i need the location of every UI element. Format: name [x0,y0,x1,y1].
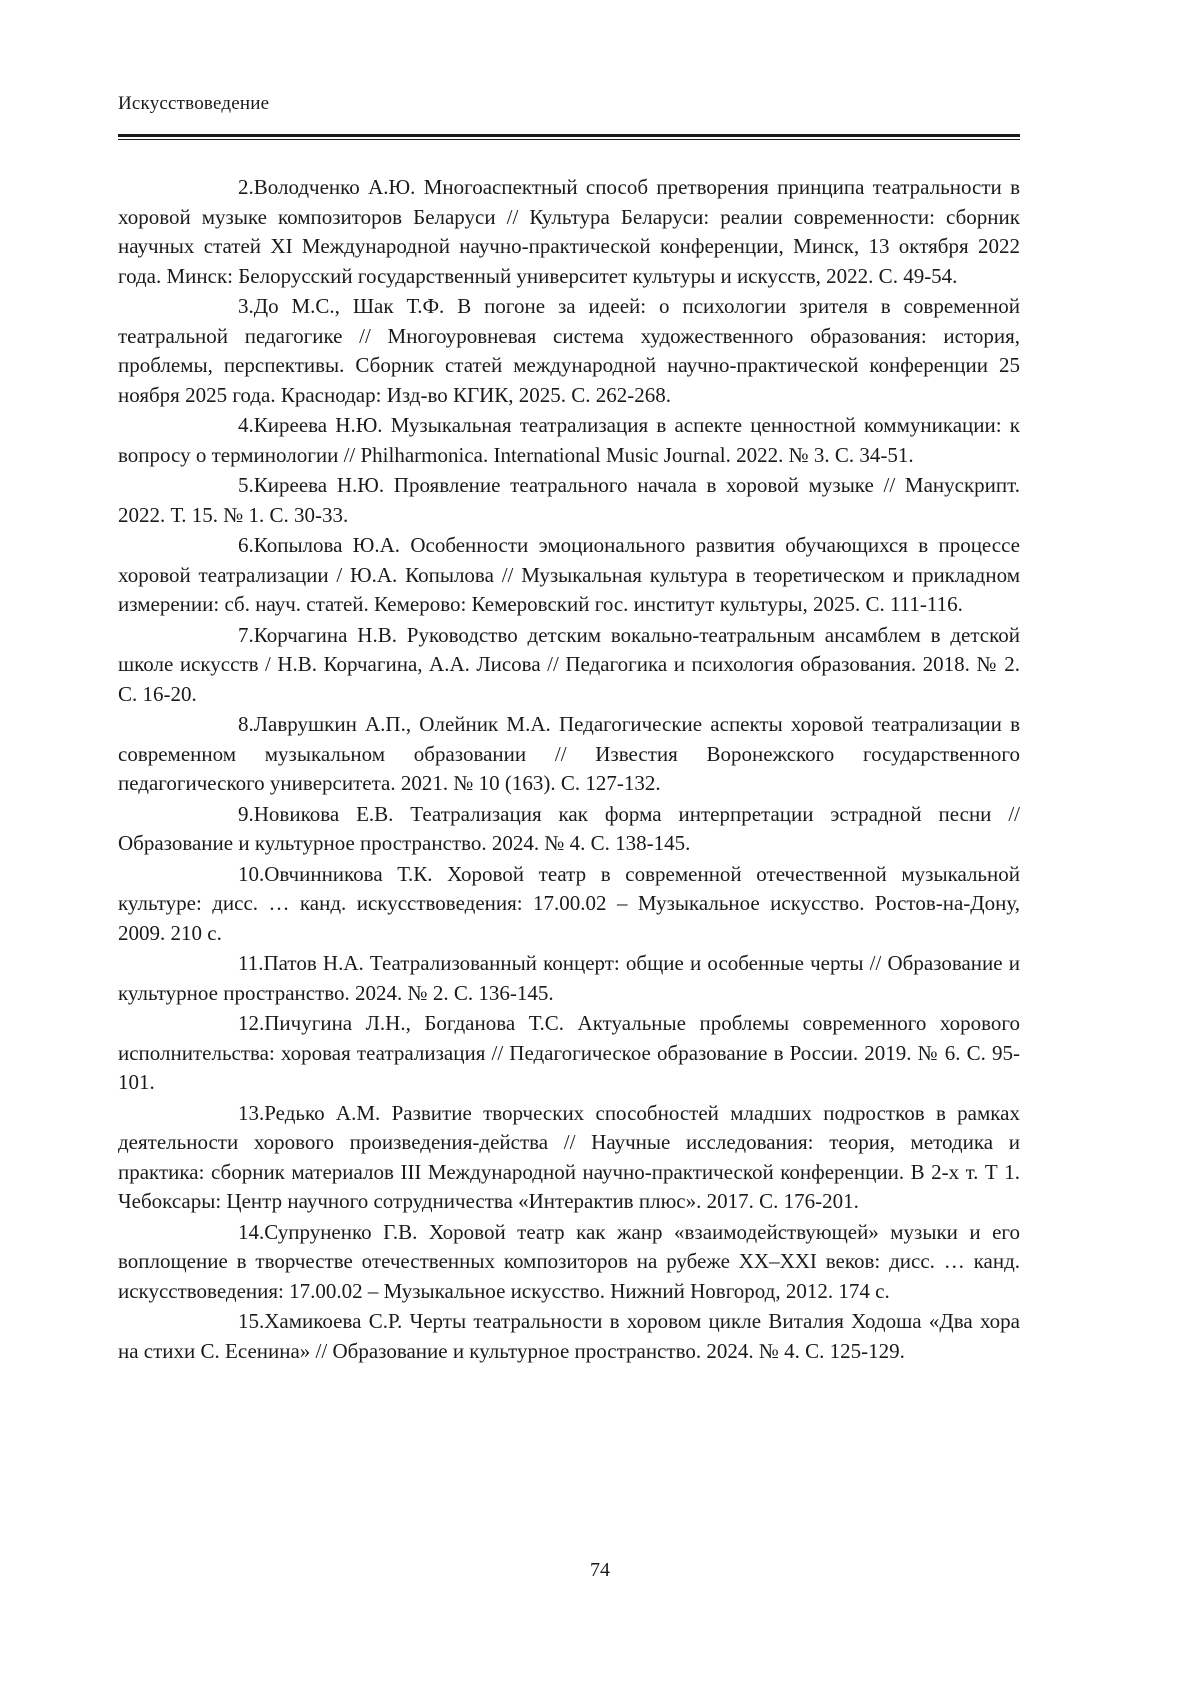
reference-number: 14. [238,1219,265,1244]
reference-item [118,1218,1020,1307]
reference-number: 2. [238,175,254,199]
header-rule-thin [118,139,1020,140]
reference-text: Патов Н.А. Театрализованный концерт: общие и особенные черты // Образование и культурное пространство. 2024. № 2. С. 136-145. [118,951,1020,1005]
running-title: Искусствоведение [118,93,270,114]
reference-number: 12. [238,1011,265,1035]
reference-number: 9. [238,801,254,826]
reference-list [118,173,1020,1367]
reference-text: Корчагина Н.В. Руководство детским вокально-театральным ансамблем в детской школе искусств / Н.В. Корчагина, А.А. Лисова // Педагогика и психология образования. 2018. № 2. С. 16-20. [118,622,1020,706]
reference-text: Володченко А.Ю. Многоаспектный способ претворения принципа театральности в хоровой музыке композиторов Беларуси // Культура Беларуси: реалии современности: сборник научных статей XI Международной научно-практической конференции, Минск, 13 октября 2022 года. Минск: Белорусский государственный университет культуры и искусств, 2022. С. 49-54. [118,175,1020,288]
reference-text: Редько А.М. Развитие творческих способностей младших подростков в рамках деятельности хорового произведения-действа // Научные исследования: теория, методика и практика: сборник материалов III Международной научно-практической конференции. В 2-х т. Т 1. Чебоксары: Центр научного сотрудничества «Интерактив плюс». 2017. С. 176-201. [118,1100,1020,1213]
reference-text: До М.С., Шак Т.Ф. В погоне за идеей: о психологии зрителя в современной театральной педагогике // Многоуровневая система художественного образования: история, проблемы, перспективы. Сборник статей международной научно-практической конференции 25 ноября 2025 года. Краснодар: Изд-во КГИК, 2025. С. 262-268. [118,294,1020,407]
page-number: 74 [590,1559,610,1581]
reference-item [118,1099,1020,1217]
reference-text: Киреева Н.Ю. Проявление театрального начала в хоровой музыке // Манускрипт. 2022. Т. 15. № 1. С. 30-33. [118,473,1020,527]
reference-item [118,800,1020,859]
reference-text: Киреева Н.Ю. Музыкальная театрализация в аспекте ценностной коммуникации: к вопросу о терминологии // Philharmonica. International Music Journal. 2022. № 3. С. 34-51. [118,413,1020,467]
reference-item [118,173,1020,291]
reference-number: 11. [238,951,264,975]
reference-text: Хамикоева С.Р. Черты театральности в хоровом цикле Виталия Ходоша «Два хора на стихи С. Есенина» // Образование и культурное пространство. 2024. № 4. С. 125-129. [118,1309,1020,1363]
reference-number: 7. [238,622,254,647]
reference-number: 6. [238,533,254,557]
reference-text: Супруненко Г.В. Хоровой театр как жанр «взаимодействующей» музыки и его воплощение в творчестве отечественных композиторов на рубеже XX–XXI веков: дисс. … канд. искусствоведения: 17.00.02 – Музыкальное искусство. Нижний Новгород, 2012. 174 с. [118,1219,1020,1303]
reference-item [118,1009,1020,1098]
header-rule-thick [118,134,1020,137]
reference-item [118,860,1020,949]
reference-item [118,949,1020,1008]
reference-text: Лаврушкин А.П., Олейник М.А. Педагогические аспекты хоровой театрализации в современном музыкальном образовании // Известия Воронежского государственного педагогического университета. 2021. № 10 (163). С. 127-132. [118,712,1020,795]
reference-number: 3. [238,294,254,318]
reference-number: 13. [238,1100,265,1125]
reference-number: 4. [238,413,254,437]
reference-item [118,411,1020,470]
reference-text: Новикова Е.В. Театрализация как форма интерпретации эстрадной песни // Образование и культурное пространство. 2024. № 4. С. 138-145. [118,801,1020,855]
reference-item [118,621,1020,710]
reference-text: Копылова Ю.А. Особенности эмоционального развития обучающихся в процессе хоровой театрализации / Ю.А. Копылова // Музыкальная культура в теоретическом и прикладном измерении: сб. науч. статей. Кемерово: Кемеровский гос. институт культуры, 2025. С. 111-116. [118,533,1020,616]
reference-item [118,531,1020,620]
reference-text: Овчинникова Т.К. Хоровой театр в современной отечественной музыкальной культуре: дисс. … канд. искусствоведения: 17.00.02 – Музыкальное искусство. Ростов-на-Дону, 2009. 210 с. [118,861,1020,945]
reference-item [118,710,1020,799]
reference-item [118,292,1020,410]
reference-number: 10. [238,861,265,886]
reference-text: Пичугина Л.Н., Богданова Т.С. Актуальные проблемы современного хорового исполнительства: хоровая театрализация // Педагогическое образование в России. 2019. № 6. С. 95-101. [118,1011,1020,1094]
reference-item [118,471,1020,530]
reference-number: 5. [238,473,254,497]
reference-number: 8. [238,712,254,736]
reference-item [118,1307,1020,1366]
reference-number: 15. [238,1309,265,1333]
